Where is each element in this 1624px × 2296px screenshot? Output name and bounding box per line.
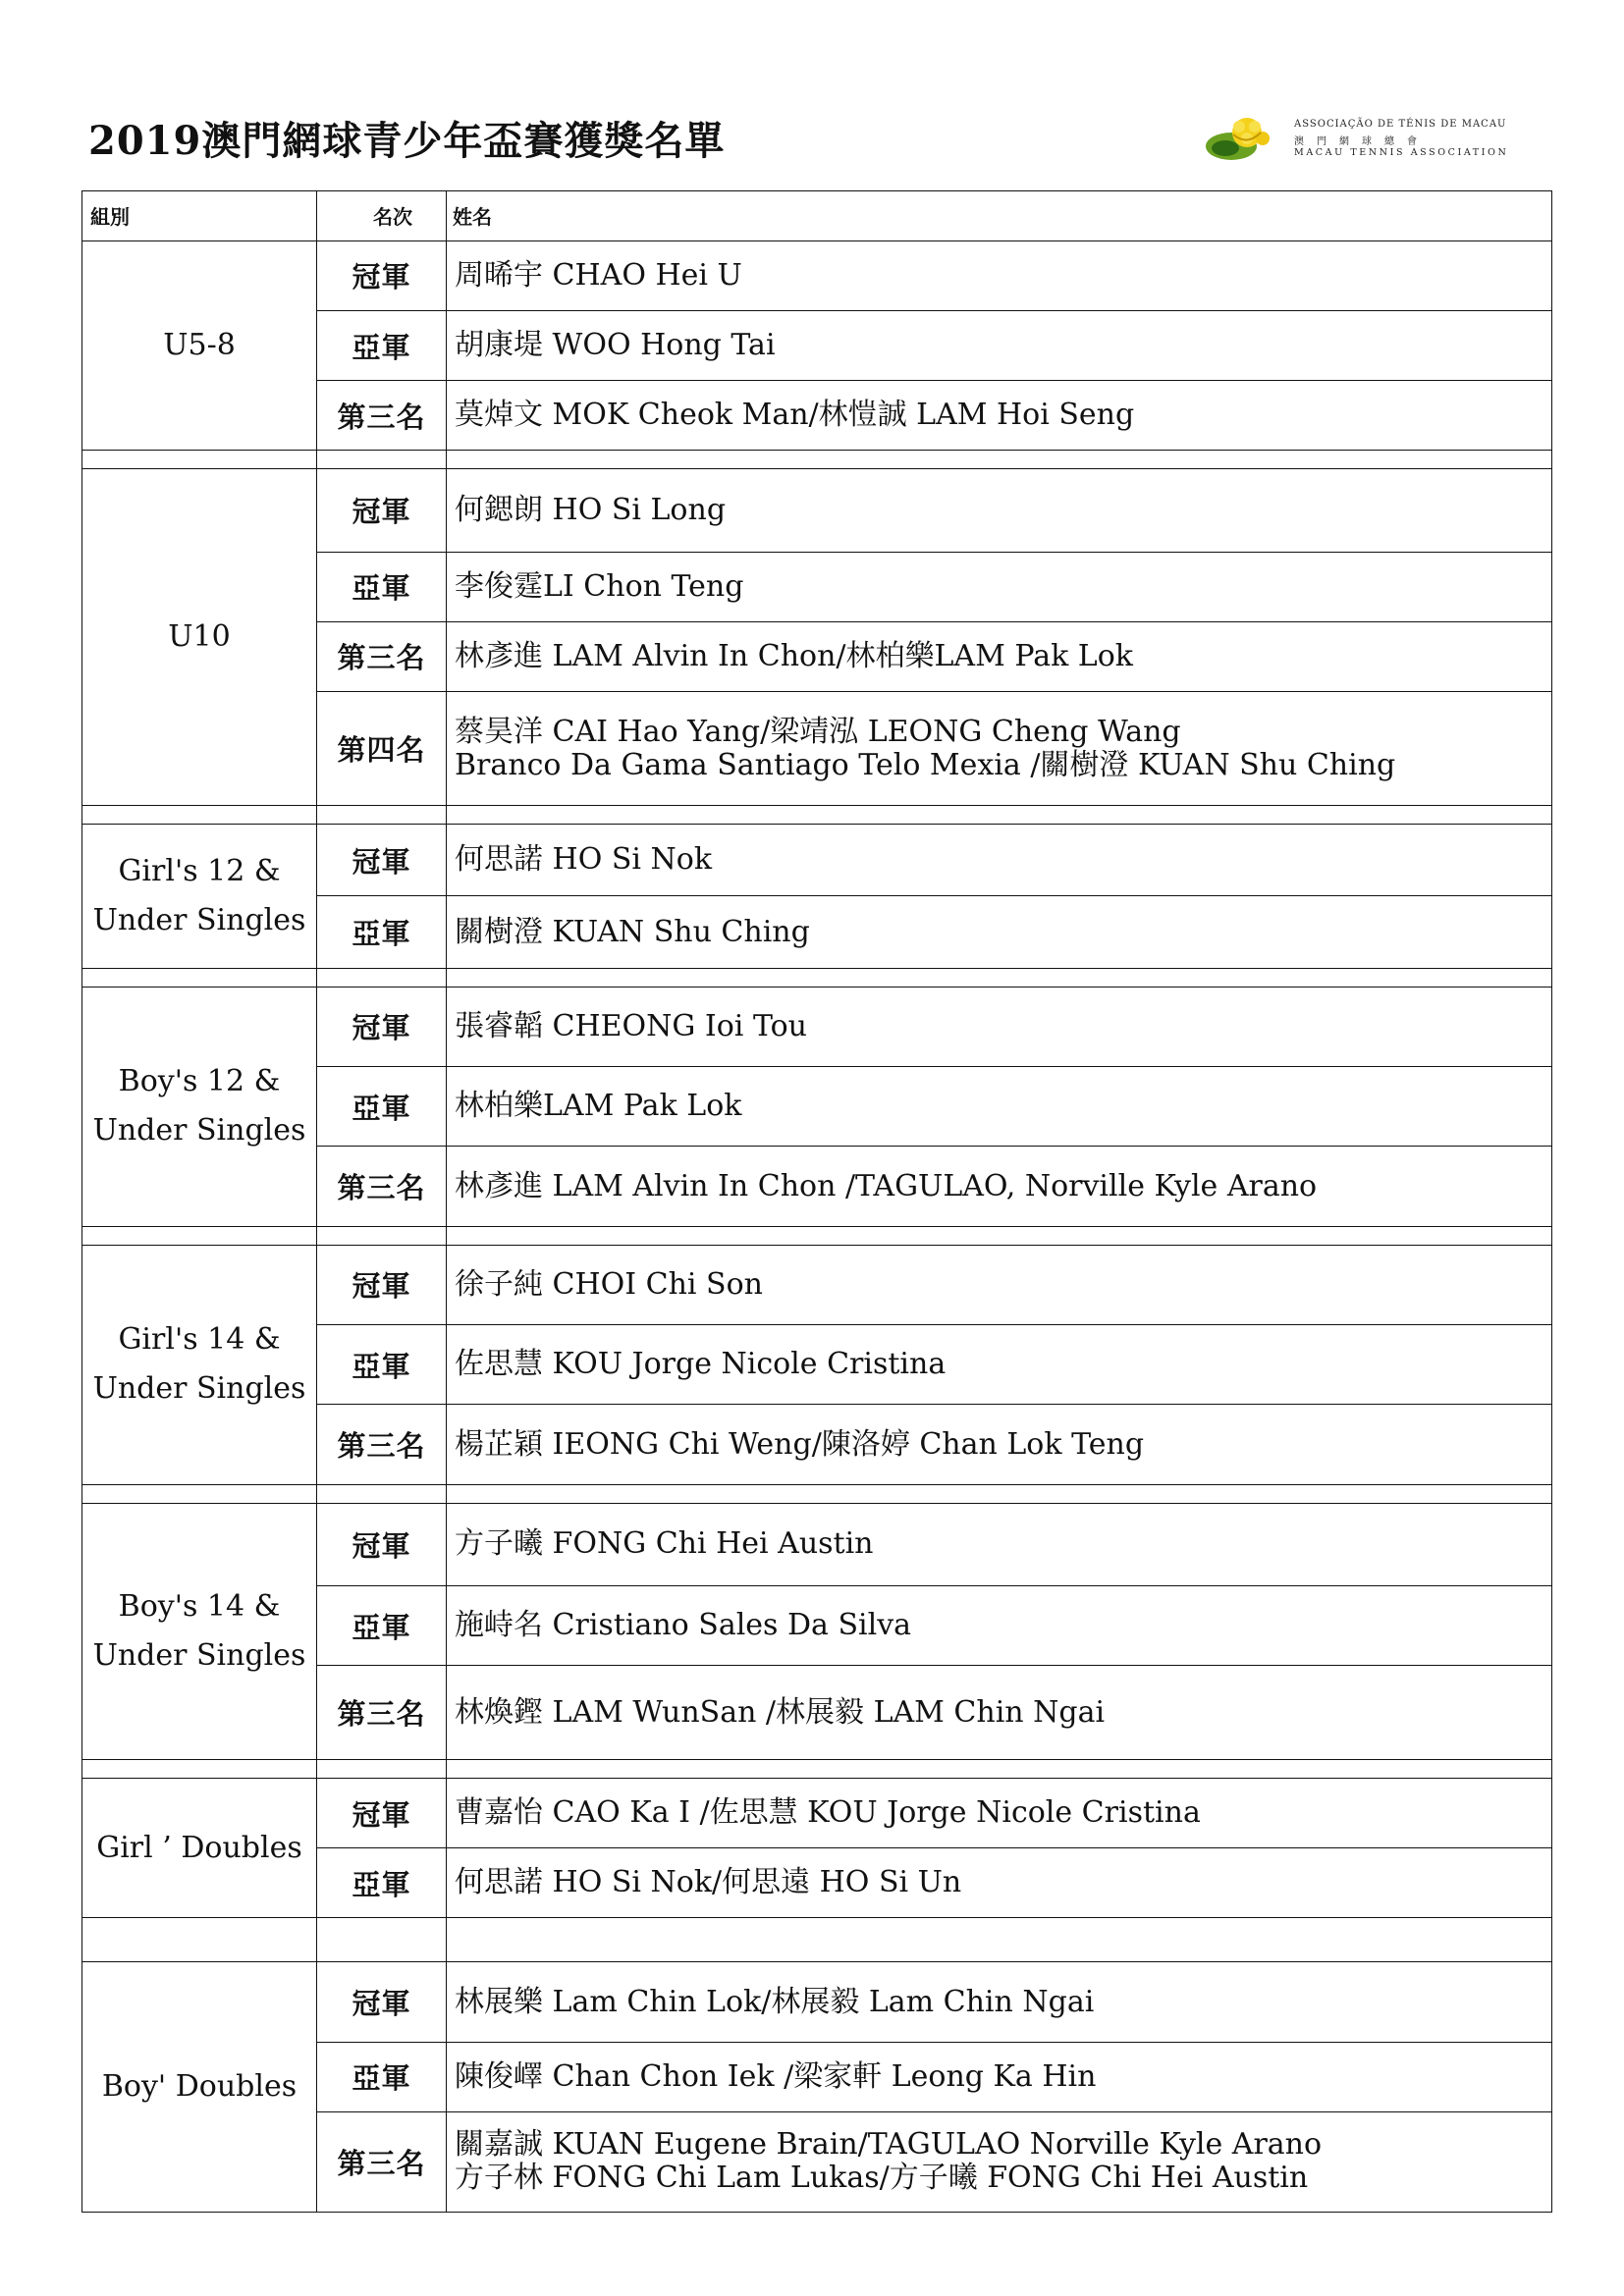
spacer-row <box>82 968 1552 987</box>
spacer-cell <box>82 968 317 987</box>
winner-name-line: 林展樂 Lam Chin Lok/林展毅 Lam Chin Ngai <box>455 1984 1095 2019</box>
spacer-cell <box>82 806 317 825</box>
group-label: Girl ’ Doubles <box>82 1778 317 1917</box>
winner-name-line: 關嘉誠 KUAN Eugene Brain/TAGULAO Norville Kyle Arano <box>455 2127 1323 2163</box>
awards-table <box>81 190 1552 2213</box>
spacer-cell <box>317 451 447 469</box>
winner-name-line: 張睿韜 CHEONG Ioi Tou <box>455 1008 808 1043</box>
winner-name-line: 曹嘉怡 CAO Ka I /佐思慧 KOU Jorge Nicole Cristina <box>455 1795 1201 1831</box>
spacer-cell <box>317 1226 447 1245</box>
rank-cell: 冠軍 <box>317 1245 447 1324</box>
rank-cell: 亞軍 <box>317 1067 447 1147</box>
table-row <box>82 1503 1552 1585</box>
group-label: Boy's 12 & Under Singles <box>82 987 317 1226</box>
winner-name-line: 林煥鏗 LAM WunSan /林展毅 LAM Chin Ngai <box>455 1694 1106 1730</box>
winner-names-cell <box>447 1405 1552 1484</box>
winner-names-cell <box>447 825 1552 896</box>
winner-name-line: 何思諾 HO Si Nok/何思遠 HO Si Un <box>455 1865 962 1900</box>
rank-cell: 亞軍 <box>317 552 447 621</box>
winner-name-line: 方子曦 FONG Chi Hei Austin <box>455 1526 874 1562</box>
rank-cell: 冠軍 <box>317 987 447 1066</box>
spacer-cell <box>317 1484 447 1503</box>
winner-names-cell <box>447 240 1552 310</box>
spacer-cell <box>82 451 317 469</box>
winner-names-cell <box>447 691 1552 805</box>
winner-name-line: 莫焯文 MOK Cheok Man/林愷誠 LAM Hoi Seng <box>455 398 1135 433</box>
winner-names-cell <box>447 1778 1552 1847</box>
winner-names-cell <box>447 1666 1552 1760</box>
spacer-cell <box>82 1760 317 1779</box>
winner-name-line: 方子林 FONG Chi Lam Lukas/方子曦 FONG Chi Hei Austin <box>455 2161 1309 2196</box>
winner-name-line: 何鍶朗 HO Si Long <box>455 492 727 527</box>
spacer-cell <box>447 1760 1552 1779</box>
spacer-cell <box>82 1226 317 1245</box>
tennis-ball-logo-icon <box>1204 113 1278 164</box>
rank-cell: 第三名 <box>317 2111 447 2212</box>
group-label: U10 <box>82 469 317 806</box>
winner-name-line: 胡康堤 WOO Hong Tai <box>455 328 776 363</box>
winner-names-cell <box>447 1324 1552 1404</box>
table-row <box>82 1245 1552 1324</box>
page-title: 2019澳門網球青少年盃賽獲獎名單 <box>88 118 726 164</box>
rank-cell: 第四名 <box>317 691 447 805</box>
spacer-row <box>82 1484 1552 1503</box>
group-label: Girl's 12 & Under Singles <box>82 825 317 969</box>
spacer-cell <box>447 1918 1552 1962</box>
logo-text-chinese: 澳門網球總會 <box>1294 136 1430 147</box>
header-rank: 名次 <box>317 191 447 241</box>
winner-names-cell <box>447 1067 1552 1147</box>
winner-names-cell <box>447 381 1552 451</box>
rank-cell: 第三名 <box>317 381 447 451</box>
spacer-row <box>82 1918 1552 1962</box>
winner-name-line: 何思諾 HO Si Nok <box>455 842 713 878</box>
spacer-cell <box>82 1484 317 1503</box>
rank-cell: 冠軍 <box>317 240 447 310</box>
rank-cell: 亞軍 <box>317 1324 447 1404</box>
rank-cell: 冠軍 <box>317 1962 447 2042</box>
spacer-cell <box>447 806 1552 825</box>
spacer-cell <box>317 1918 447 1962</box>
rank-cell: 冠軍 <box>317 469 447 552</box>
spacer-row <box>82 806 1552 825</box>
spacer-cell <box>447 451 1552 469</box>
association-logo <box>1204 113 1510 164</box>
spacer-row <box>82 451 1552 469</box>
header-name: 姓名 <box>447 191 1552 241</box>
winner-name-line: Branco Da Gama Santiago Telo Mexia /關樹澄 KUAN Shu Ching <box>455 747 1396 782</box>
group-label: Boy' Doubles <box>82 1962 317 2213</box>
spacer-row <box>82 1226 1552 1245</box>
rank-cell: 第三名 <box>317 1666 447 1760</box>
winner-name-line: 李俊霆LI Chon Teng <box>455 568 744 604</box>
rank-cell: 冠軍 <box>317 1503 447 1585</box>
winner-names-cell <box>447 1962 1552 2042</box>
winner-names-cell <box>447 1147 1552 1226</box>
winner-name-line: 林柏樂LAM Pak Lok <box>455 1089 742 1124</box>
winner-name-line: 林彥進 LAM Alvin In Chon /TAGULAO, Norville Kyle Arano <box>455 1168 1318 1203</box>
group-label: Girl's 14 & Under Singles <box>82 1245 317 1484</box>
winner-name-line: 周晞宇 CHAO Hei U <box>455 257 742 293</box>
winner-name-line: 關樹澄 KUAN Shu Ching <box>455 914 810 949</box>
winner-name-line: 陳俊嶧 Chan Chon Iek /梁家軒 Leong Ka Hin <box>455 2058 1097 2094</box>
rank-cell: 第三名 <box>317 621 447 691</box>
winner-names-cell <box>447 621 1552 691</box>
spacer-cell <box>447 1226 1552 1245</box>
group-label: U5-8 <box>82 240 317 451</box>
winner-names-cell <box>447 2111 1552 2212</box>
rank-cell: 亞軍 <box>317 311 447 381</box>
winner-names-cell <box>447 311 1552 381</box>
table-row <box>82 469 1552 552</box>
winner-names-cell <box>447 987 1552 1066</box>
winner-names-cell <box>447 1503 1552 1585</box>
table-header <box>82 191 1552 241</box>
winner-names-cell <box>447 1848 1552 1918</box>
table-row <box>82 825 1552 896</box>
winner-names-cell <box>447 2042 1552 2111</box>
spacer-cell <box>317 1760 447 1779</box>
rank-cell: 第三名 <box>317 1147 447 1226</box>
logo-text-english: MACAU TENNIS ASSOCIATION <box>1294 147 1509 158</box>
winner-names-cell <box>447 469 1552 552</box>
winner-name-line: 徐子純 CHOI Chi Son <box>455 1266 763 1302</box>
header-group: 組別 <box>82 191 317 241</box>
winner-names-cell <box>447 896 1552 968</box>
spacer-cell <box>317 806 447 825</box>
spacer-cell <box>82 1918 317 1962</box>
winner-name-line: 楊芷穎 IEONG Chi Weng/陳洛婷 Chan Lok Teng <box>455 1426 1145 1462</box>
table-row <box>82 240 1552 310</box>
winner-name-line: 林彥進 LAM Alvin In Chon/林柏樂LAM Pak Lok <box>455 638 1133 673</box>
table-row <box>82 1778 1552 1847</box>
logo-text-portuguese: ASSOCIAÇÃO DE TÉNIS DE MACAU <box>1294 119 1507 130</box>
spacer-row <box>82 1760 1552 1779</box>
rank-cell: 冠軍 <box>317 825 447 896</box>
rank-cell: 亞軍 <box>317 896 447 968</box>
rank-cell: 亞軍 <box>317 2042 447 2111</box>
rank-cell: 第三名 <box>317 1405 447 1484</box>
winner-names-cell <box>447 552 1552 621</box>
winner-name-line: 施峙名 Cristiano Sales Da Silva <box>455 1608 912 1642</box>
rank-cell: 冠軍 <box>317 1778 447 1847</box>
winner-names-cell <box>447 1585 1552 1665</box>
rank-cell: 亞軍 <box>317 1585 447 1665</box>
spacer-cell <box>447 1484 1552 1503</box>
table-row <box>82 1962 1552 2042</box>
table-row <box>82 987 1552 1066</box>
winner-names-cell <box>447 1245 1552 1324</box>
spacer-cell <box>317 968 447 987</box>
winner-name-line: 佐思慧 KOU Jorge Nicole Cristina <box>455 1347 947 1382</box>
rank-cell: 亞軍 <box>317 1848 447 1918</box>
winner-name-line: 蔡昊洋 CAI Hao Yang/梁靖泓 LEONG Cheng Wang <box>455 714 1181 749</box>
group-label: Boy's 14 & Under Singles <box>82 1503 317 1760</box>
spacer-cell <box>447 968 1552 987</box>
